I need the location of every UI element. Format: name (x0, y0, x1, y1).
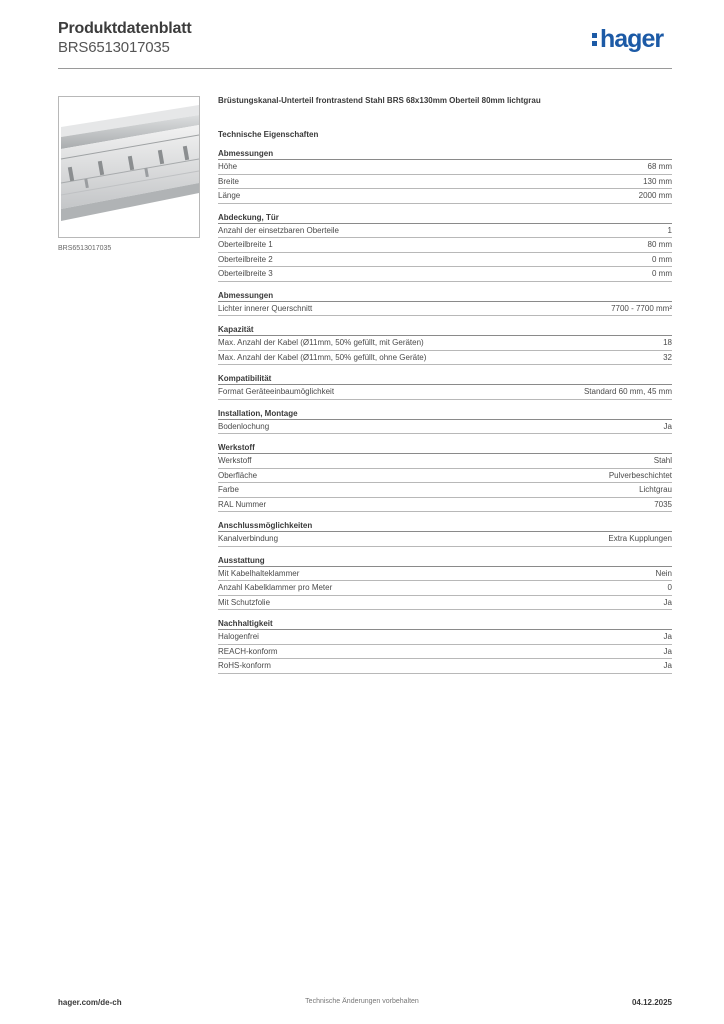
spec-value: 0 mm (652, 269, 672, 278)
cable-duct-illustration-icon (59, 97, 199, 237)
spec-value: Ja (663, 646, 672, 656)
spec-label: Halogenfrei (218, 632, 259, 641)
spec-label: Max. Anzahl der Kabel (Ø11mm, 50% gefüllt, mit Geräten) (218, 338, 424, 347)
section-title: Abmessungen (218, 290, 672, 302)
spec-row (218, 160, 672, 175)
section-title: Installation, Montage (218, 408, 672, 420)
spec-row (218, 336, 672, 351)
spec-row (218, 175, 672, 190)
spec-value: 2000 mm (638, 191, 672, 200)
spec-value: 7700 - 7700 mm² (611, 303, 672, 313)
section-title: Ausstattung (218, 555, 672, 567)
spec-row (218, 420, 672, 435)
section-title: Werkstoff (218, 442, 672, 454)
spec-label: Werkstoff (218, 456, 252, 465)
spec-label: Länge (218, 191, 241, 200)
spec-label: REACH-konform (218, 646, 278, 656)
section-title: Anschlussmöglichkeiten (218, 520, 672, 532)
spec-row (218, 238, 672, 253)
spec-row (218, 532, 672, 547)
spec-label: Max. Anzahl der Kabel (Ø11mm, 50% gefüllt, ohne Geräte) (218, 352, 427, 362)
spec-value: 68 mm (647, 162, 672, 171)
spec-section (218, 618, 672, 674)
spec-section (218, 555, 672, 611)
spec-value: Lichtgrau (639, 485, 672, 494)
spec-label: Kanalverbindung (218, 534, 279, 543)
spec-label: Anzahl Kabelklammer pro Meter (218, 583, 333, 592)
spec-row (218, 189, 672, 204)
spec-label: Farbe (218, 485, 239, 494)
section-title: Kompatibilität (218, 373, 672, 385)
spec-value: Ja (663, 632, 672, 641)
page-title: Produktdatenblatt (58, 20, 192, 37)
product-name: Brüstungskanal-Unterteil frontrastend Stahl BRS 68x130mm Oberteil 80mm lichtgrau (218, 96, 541, 105)
tech-properties-title: Technische Eigenschaften (218, 130, 319, 139)
spec-value: 1 (667, 225, 672, 235)
spec-row (218, 224, 672, 239)
footer-website: hager.com/de-ch (58, 998, 122, 1007)
section-title: Nachhaltigkeit (218, 618, 672, 630)
spec-label: Anzahl der einsetzbaren Oberteile (218, 225, 339, 235)
spec-row (218, 483, 672, 498)
spec-label: Oberfläche (218, 470, 258, 480)
spec-label: Oberteilbreite 3 (218, 269, 273, 278)
spec-row (218, 351, 672, 366)
spec-value: Stahl (653, 456, 672, 465)
spec-value: 80 mm (647, 240, 672, 249)
spec-section (218, 290, 672, 317)
logo-text: hager (600, 25, 664, 53)
section-title: Abdeckung, Tür (218, 212, 672, 224)
spec-row (218, 630, 672, 645)
spec-row (218, 581, 672, 596)
spec-value: Ja (663, 661, 672, 670)
spec-row (218, 267, 672, 282)
spec-content (218, 96, 672, 674)
spec-value: Standard 60 mm, 45 mm (583, 387, 672, 396)
spec-row (218, 454, 672, 469)
spec-value: 130 mm (643, 176, 672, 186)
spec-row (218, 645, 672, 660)
hager-logo (592, 26, 663, 58)
spec-section (218, 212, 672, 282)
spec-row (218, 567, 672, 582)
spec-sections (218, 148, 672, 674)
spec-label: Bodenlochung (218, 421, 270, 431)
spec-label: Oberteilbreite 2 (218, 254, 273, 264)
spec-value: Ja (663, 597, 672, 607)
spec-value: Nein (655, 568, 672, 578)
footer-date: 04.12.2025 (631, 998, 672, 1007)
spec-row (218, 596, 672, 611)
section-title: Abmessungen (218, 148, 672, 160)
spec-value: Extra Kupplungen (608, 534, 672, 543)
spec-label: Breite (218, 176, 239, 186)
spec-value: 7035 (654, 499, 672, 509)
spec-value: 0 mm (652, 254, 672, 264)
spec-value: Pulverbeschichtet (608, 470, 672, 480)
spec-value: 0 (667, 583, 672, 592)
spec-label: Lichter innerer Querschnitt (218, 303, 313, 313)
header-divider (58, 68, 672, 69)
spec-row (218, 385, 672, 400)
article-number: BRS6513017035 (58, 39, 170, 56)
spec-value: Ja (663, 421, 672, 431)
spec-row (218, 302, 672, 317)
spec-section (218, 324, 672, 365)
image-caption: BRS6513017035 (58, 245, 112, 252)
section-title: Kapazität (218, 324, 672, 336)
footer-note: Technische Änderungen vorbehalten (305, 998, 419, 1005)
spec-label: Mit Kabelhalteklammer (218, 568, 300, 578)
spec-label: Mit Schutzfolie (218, 597, 271, 607)
product-image (58, 96, 200, 238)
spec-section (218, 148, 672, 204)
spec-label: RoHS-konform (218, 661, 271, 670)
spec-section (218, 373, 672, 400)
spec-section (218, 408, 672, 435)
spec-label: RAL Nummer (218, 499, 267, 509)
spec-value: 32 (663, 352, 672, 362)
spec-section (218, 442, 672, 512)
spec-section (218, 520, 672, 547)
spec-row (218, 253, 672, 268)
logo-dots-icon (592, 26, 598, 48)
spec-row (218, 469, 672, 484)
spec-row (218, 498, 672, 513)
spec-value: 18 (663, 338, 672, 347)
spec-label: Oberteilbreite 1 (218, 240, 273, 249)
spec-row (218, 659, 672, 674)
spec-label: Format Geräteeinbaumöglichkeit (218, 387, 335, 396)
spec-label: Höhe (218, 162, 238, 171)
